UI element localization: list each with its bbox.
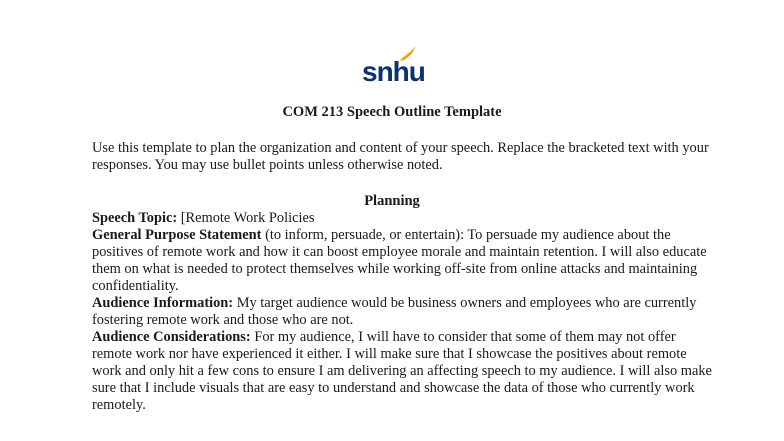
planning-section	[92, 210, 712, 414]
audience-considerations-label: Audience Considerations:	[92, 329, 251, 345]
audience-information	[92, 295, 712, 329]
audience-considerations-value: For my audience, I will have to consider that some of them may not offer remote work nor have experienced it either. I will make sure that I showcase the positives about remote work and only hit a few cons to ensure I am delivering an affecting speech to my audience. I will also make sure that I include visuals that are easy to understand and showcase the data of those who currently work remotely.	[92, 329, 712, 413]
general-purpose-value: (to inform, persuade, or entertain): To persuade my audience about the positives of remote work and how it can boost employee morale and maintain retention. I will also educate them on what is needed to protect themselves while working off-site from online attacks and maintaining confidentiality.	[92, 227, 707, 294]
audience-information-value: My target audience would be business owners and employees who are currently fostering remote work and those who are not.	[92, 295, 697, 328]
planning-heading: Planning	[364, 193, 420, 209]
speech-topic-value: [Remote Work Policies	[177, 210, 315, 226]
audience-information-label: Audience Information:	[92, 295, 234, 311]
speech-topic-label: Speech Topic:	[92, 210, 178, 226]
snhu-logo	[362, 44, 425, 88]
general-purpose-label: General Purpose Statement	[92, 227, 262, 243]
audience-considerations	[92, 329, 712, 414]
general-purpose	[92, 227, 712, 295]
intro-paragraph: Use this template to plan the organization and content of your speech. Replace the bracketed text with your responses. You may use bullet points unless otherwise noted.	[92, 140, 709, 173]
logo-wordmark: snhu	[362, 56, 425, 87]
speech-topic	[92, 210, 712, 227]
page-title: COM 213 Speech Outline Template	[282, 104, 502, 120]
